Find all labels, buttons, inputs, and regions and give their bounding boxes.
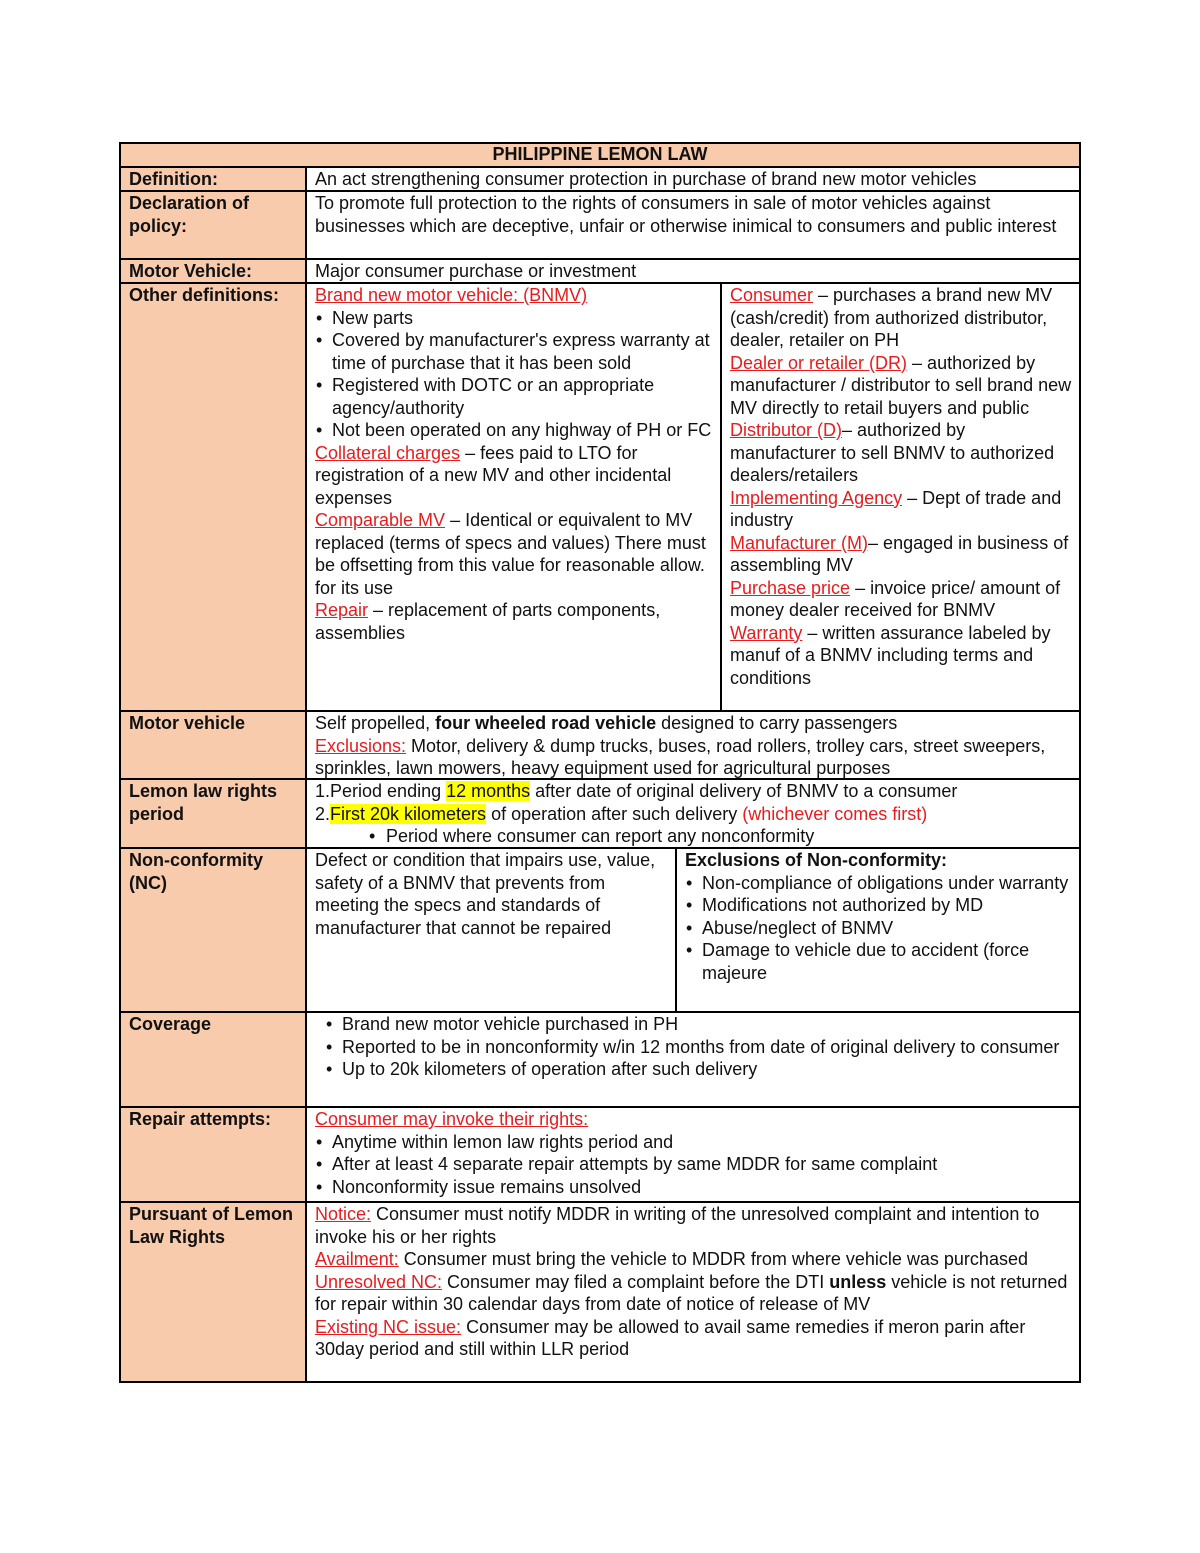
table-title: PHILIPPINE LEMON LAW (121, 144, 1081, 166)
list-item: • After at least 4 separate repair attempts by same MDDR for same complaint (315, 1153, 1071, 1176)
list-item: • Brand new motor vehicle purchased in PH (325, 1013, 1071, 1036)
definitions-columns (307, 284, 1081, 710)
term-availment: Availment: (315, 1249, 399, 1269)
nonconformity-exclusions (677, 849, 1081, 1011)
list-item: • Anytime within lemon law rights period and (315, 1131, 1071, 1154)
term-collateral: Collateral charges (315, 442, 461, 463)
list-item: • Non-compliance of obligations under warranty (685, 872, 1075, 895)
term-comparable: Comparable MV (315, 510, 446, 530)
definition-text: – authorized by manufacturer / distributor to sell brand new MV directly to retail buyers and public (730, 352, 1072, 418)
definition-text: Consumer may filed a complaint before the DTI (442, 1271, 830, 1292)
definition-manufacturer (730, 532, 1075, 577)
definition-agency (730, 487, 1075, 532)
definition-repair (315, 599, 712, 644)
rights-item-2 (315, 803, 1071, 826)
term-warranty: Warranty (730, 622, 803, 643)
row-value (307, 1203, 1081, 1381)
row-label: Lemon law rights period (121, 780, 307, 847)
row-label: Coverage (121, 1013, 307, 1106)
mv-text-bold: four wheeled road vehicle (435, 713, 657, 733)
term-repair: Repair (315, 600, 369, 620)
term-exclusions: Exclusions: (315, 735, 407, 756)
definition-text: – Identical or equivalent to MV replaced (terms of specs and values) There must be offsetting from this value for reasonable allow. for its use (315, 510, 706, 598)
definition-warranty (730, 622, 1075, 690)
list-item: • New parts (315, 307, 712, 330)
definition-distributor (730, 419, 1075, 487)
definition-text: – authorized by manufacturer to sell BNMV to authorized dealers/retailers (730, 420, 1055, 485)
rights-item-1 (315, 780, 1071, 803)
term-manufacturer: Manufacturer (M) (730, 532, 869, 553)
definition-dealer (730, 352, 1075, 420)
list-item: • Damage to vehicle due to accident (force majeure (685, 939, 1075, 984)
definition-text: Consumer must bring the vehicle to MDDR from where vehicle was purchased (398, 1249, 1028, 1269)
highlight-12-months: 12 months (446, 781, 531, 801)
term-dealer: Dealer or retailer (DR) (730, 352, 908, 373)
row-label: Other definitions: (121, 284, 307, 710)
mv-text-post: designed to carry passengers (656, 713, 898, 733)
definition-text: Consumer may be allowed to avail same remedies if meron parin after 30day period and still within LLR period (315, 1316, 1026, 1359)
row-label: Non-conformity (NC) (121, 849, 307, 1011)
bnmv-list (315, 307, 712, 442)
definition-text: – engaged in business of assembling MV (730, 532, 1069, 575)
table-title-row (121, 144, 1081, 168)
mv-text-pre: Self propelled, (315, 713, 436, 733)
item-number: 2. (315, 803, 331, 824)
row-label: Motor Vehicle: (121, 260, 307, 282)
list-item: • Not been operated on any highway of PH or FC (315, 419, 712, 442)
row-label: Repair attempts: (121, 1108, 307, 1201)
list-item: • Nonconformity issue remains unsolved (315, 1176, 1071, 1199)
pursuant-availment (315, 1248, 1071, 1271)
definition-text: – replacement of parts components, assemblies (315, 600, 661, 643)
definition-text: – fees paid to LTO for registration of a new MV and other incidental expenses (315, 442, 672, 508)
definition-comparable (315, 509, 712, 599)
term-notice: Notice: (315, 1204, 372, 1224)
item-number: 1. (315, 781, 331, 801)
highlight-20k-km: First 20k kilometers (330, 803, 487, 824)
row-label: Declaration of policy: (121, 192, 307, 258)
row-pursuant-of-rights (121, 1203, 1081, 1383)
row-value: An act strengthening consumer protection in purchase of brand new motor vehicles (307, 168, 1081, 190)
row-motor-vehicle-purchase (121, 260, 1081, 284)
definitions-right-column (722, 284, 1081, 710)
row-label: Pursuant of Lemon Law Rights (121, 1203, 307, 1381)
item-text: of operation after such delivery (486, 803, 743, 824)
pursuant-existing (315, 1316, 1071, 1361)
list-item: • Up to 20k kilometers of operation after such delivery (325, 1058, 1071, 1081)
row-label: Motor vehicle (121, 712, 307, 778)
pursuant-unresolved (315, 1271, 1071, 1316)
row-coverage (121, 1013, 1081, 1108)
row-label: Definition: (121, 168, 307, 190)
row-value (307, 1108, 1081, 1201)
exclusions-text: Motor, delivery & dump trucks, buses, road rollers, trolley cars, street sweepers, sprinkles, lawn mowers, heavy equipment used for agricultural purposes (315, 735, 1046, 778)
list-item: • Period where consumer can report any nonconformity (315, 825, 1071, 847)
nonconformity-definition: Defect or condition that impairs use, value, safety of a BNMV that prevents from meeting the specs and standards of manufacturer that cannot be repaired (307, 849, 677, 1011)
row-motor-vehicle (121, 712, 1081, 780)
nonconformity-columns (307, 849, 1081, 1011)
whichever-comes-first: (whichever comes first) (742, 803, 928, 824)
item-text: after date of original delivery of BNMV to a consumer (530, 781, 958, 801)
row-value: Major consumer purchase or investment (307, 260, 1081, 282)
definition-text: – purchases a brand new MV (cash/credit) from authorized distributor, dealer, retailer on PH (730, 285, 1053, 350)
definition-collateral (315, 442, 712, 510)
term-agency: Implementing Agency (730, 487, 903, 508)
row-lemon-law-rights-period (121, 780, 1081, 849)
list-item: • Modifications not authorized by MD (685, 894, 1075, 917)
row-non-conformity (121, 849, 1081, 1013)
row-value (307, 1013, 1081, 1106)
term-distributor: Distributor (D) (730, 420, 843, 440)
row-value (307, 780, 1081, 847)
definitions-left-column (307, 284, 722, 710)
term-purchase-price: Purchase price (730, 577, 851, 598)
list-item: • Covered by manufacturer's express warranty at time of purchase that it has been sold (315, 329, 712, 374)
item-text: Period ending (330, 781, 447, 801)
list-item: • Reported to be in nonconformity w/in 12 months from date of original delivery to consumer (325, 1036, 1071, 1059)
row-declaration-of-policy (121, 192, 1081, 260)
row-definition (121, 168, 1081, 192)
list-item: • Abuse/neglect of BNMV (685, 917, 1075, 940)
exclusions-title: Exclusions of Non-conformity: (685, 850, 948, 870)
term-bnmv: Brand new motor vehicle: (BNMV) (315, 285, 588, 305)
definition-text: – invoice price/ amount of money dealer received for BNMV (730, 577, 1061, 620)
list-item: • Registered with DOTC or an appropriate agency/authority (315, 374, 712, 419)
term-existing: Existing NC issue: (315, 1316, 462, 1337)
row-repair-attempts (121, 1108, 1081, 1203)
definition-purchase-price (730, 577, 1075, 622)
row-other-definitions (121, 284, 1081, 712)
repair-intro: Consumer may invoke their rights: (315, 1109, 589, 1129)
definition-consumer (730, 284, 1075, 352)
definition-text: Consumer must notify MDDR in writing of the unresolved complaint and intention to invoke his or her rights (315, 1204, 1040, 1247)
term-unresolved: Unresolved NC: (315, 1271, 443, 1292)
term-consumer: Consumer (730, 285, 814, 305)
definition-text: – Dept of trade and industry (730, 487, 1062, 530)
definition-text: – written assurance labeled by manuf of a BNMV including terms and conditions (730, 622, 1051, 688)
definition-text: vehicle is not returned for repair within 30 calendar days from date of notice of release of MV (315, 1271, 1068, 1314)
row-value: To promote full protection to the rights of consumers in sale of motor vehicles against businesses which are deceptive, unfair or otherwise inimical to consumers and public interest (307, 192, 1081, 258)
lemon-law-table (119, 142, 1081, 1383)
row-value (307, 712, 1081, 778)
unless-bold: unless (829, 1271, 887, 1292)
pursuant-notice (315, 1203, 1071, 1248)
